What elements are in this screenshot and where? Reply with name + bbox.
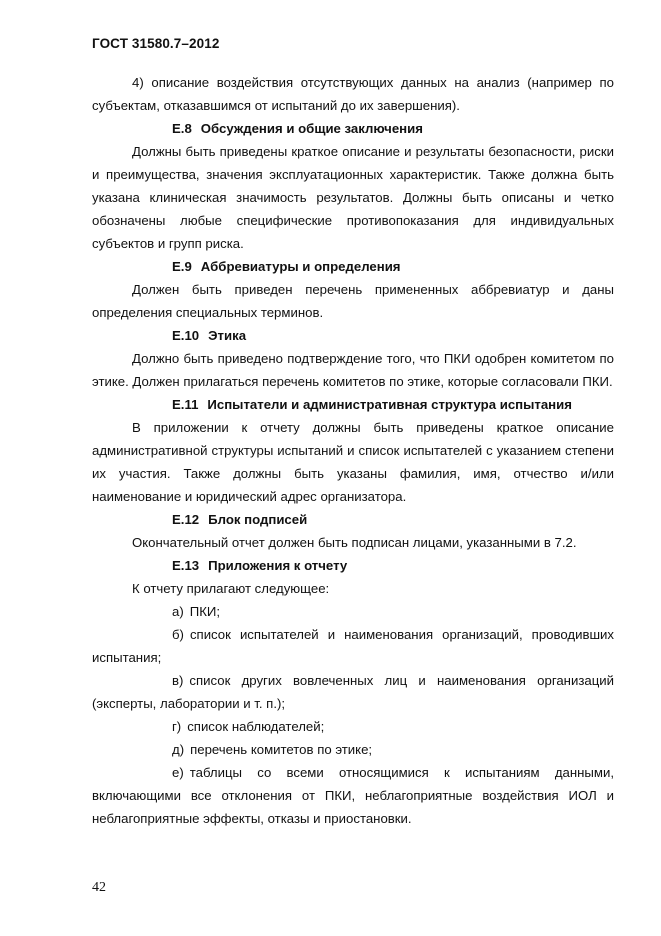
section-number: Е.13	[172, 558, 200, 573]
section-number: Е.10	[172, 328, 200, 343]
list-marker: д)	[172, 742, 185, 757]
page-number: 42	[92, 880, 106, 895]
list-item	[92, 669, 614, 715]
list-item-text: перечень комитетов по этике;	[190, 742, 373, 757]
section-title: Блок подписей	[208, 512, 308, 527]
section-title: Приложения к отчету	[208, 558, 348, 573]
section-paragraph: В приложении к отчету должны быть приведены краткое описание административной структуры испытаний и список испытателей с указанием степени их участия. Также должны быть указаны фамилия, имя, отчество и/или наименование и юридический адрес организатора.	[92, 420, 614, 504]
list-item	[92, 715, 614, 738]
intro-list-item: 4) описание воздействия отсутствующих данных на анализ (например по субъектам, отказавшимся от испытаний до их завершения).	[92, 75, 614, 113]
section-paragraph: Должно быть приведено подтверждение того, что ПКИ одобрен комитетом по этике. Должен прилагаться перечень комитетов по этике, которые согласовали ПКИ.	[92, 351, 614, 389]
list-item-text: ПКИ;	[189, 604, 221, 619]
list-item	[92, 623, 614, 669]
section-number: Е.11	[172, 397, 199, 412]
section-number: Е.12	[172, 512, 200, 527]
list-item	[92, 738, 614, 761]
list-marker: б)	[172, 627, 184, 642]
list-item-text: список наблюдателей;	[187, 719, 325, 734]
section-heading-e11	[92, 393, 614, 416]
section-paragraph: Должен быть приведен перечень примененных аббревиатур и даны определения специальных терминов.	[92, 282, 614, 320]
page-body	[92, 71, 614, 830]
list-item-text: таблицы со всеми относящимися к испытаниям данными, включающими все отклонения от ПКИ, неблагоприятные воздействия ИОЛ и неблагоприятные эффекты, отказы и приостановки.	[92, 765, 614, 826]
section-heading-e13	[92, 554, 614, 577]
section-paragraph: Должны быть приведены краткое описание и результаты безопасности, риски и преимущества, значения эксплуатационных характеристик. Также должна быть указана клиническая значимость результатов. Должны быть описаны и четко обозначены любые специфические противопоказания для индивидуальных субъектов и групп риска.	[92, 144, 614, 251]
section-paragraph: К отчету прилагают следующее:	[132, 581, 330, 596]
section-title: Испытатели и административная структура испытания	[207, 397, 572, 412]
list-item-text: список других вовлеченных лиц и наименования организаций (эксперты, лаборатории и т. п.);	[92, 673, 614, 711]
list-marker: г)	[172, 719, 182, 734]
list-marker: в)	[172, 673, 184, 688]
section-title: Аббревиатуры и определения	[200, 259, 401, 274]
section-title: Этика	[208, 328, 247, 343]
section-heading-e12	[92, 508, 614, 531]
section-heading-e10	[92, 324, 614, 347]
list-item-text: список испытателей и наименования организаций, проводивших испытания;	[92, 627, 614, 665]
section-number: Е.8	[172, 121, 192, 136]
section-heading-e9	[92, 255, 614, 278]
section-paragraph: Окончательный отчет должен быть подписан лицами, указанными в 7.2.	[132, 535, 577, 550]
list-marker: е)	[172, 765, 184, 780]
document-header: ГОСТ 31580.7–2012	[92, 36, 220, 51]
section-heading-e8	[92, 117, 614, 140]
list-item	[92, 761, 614, 830]
list-marker: а)	[172, 604, 184, 619]
list-item	[92, 600, 614, 623]
section-title: Обсуждения и общие заключения	[200, 121, 423, 136]
section-number: Е.9	[172, 259, 192, 274]
